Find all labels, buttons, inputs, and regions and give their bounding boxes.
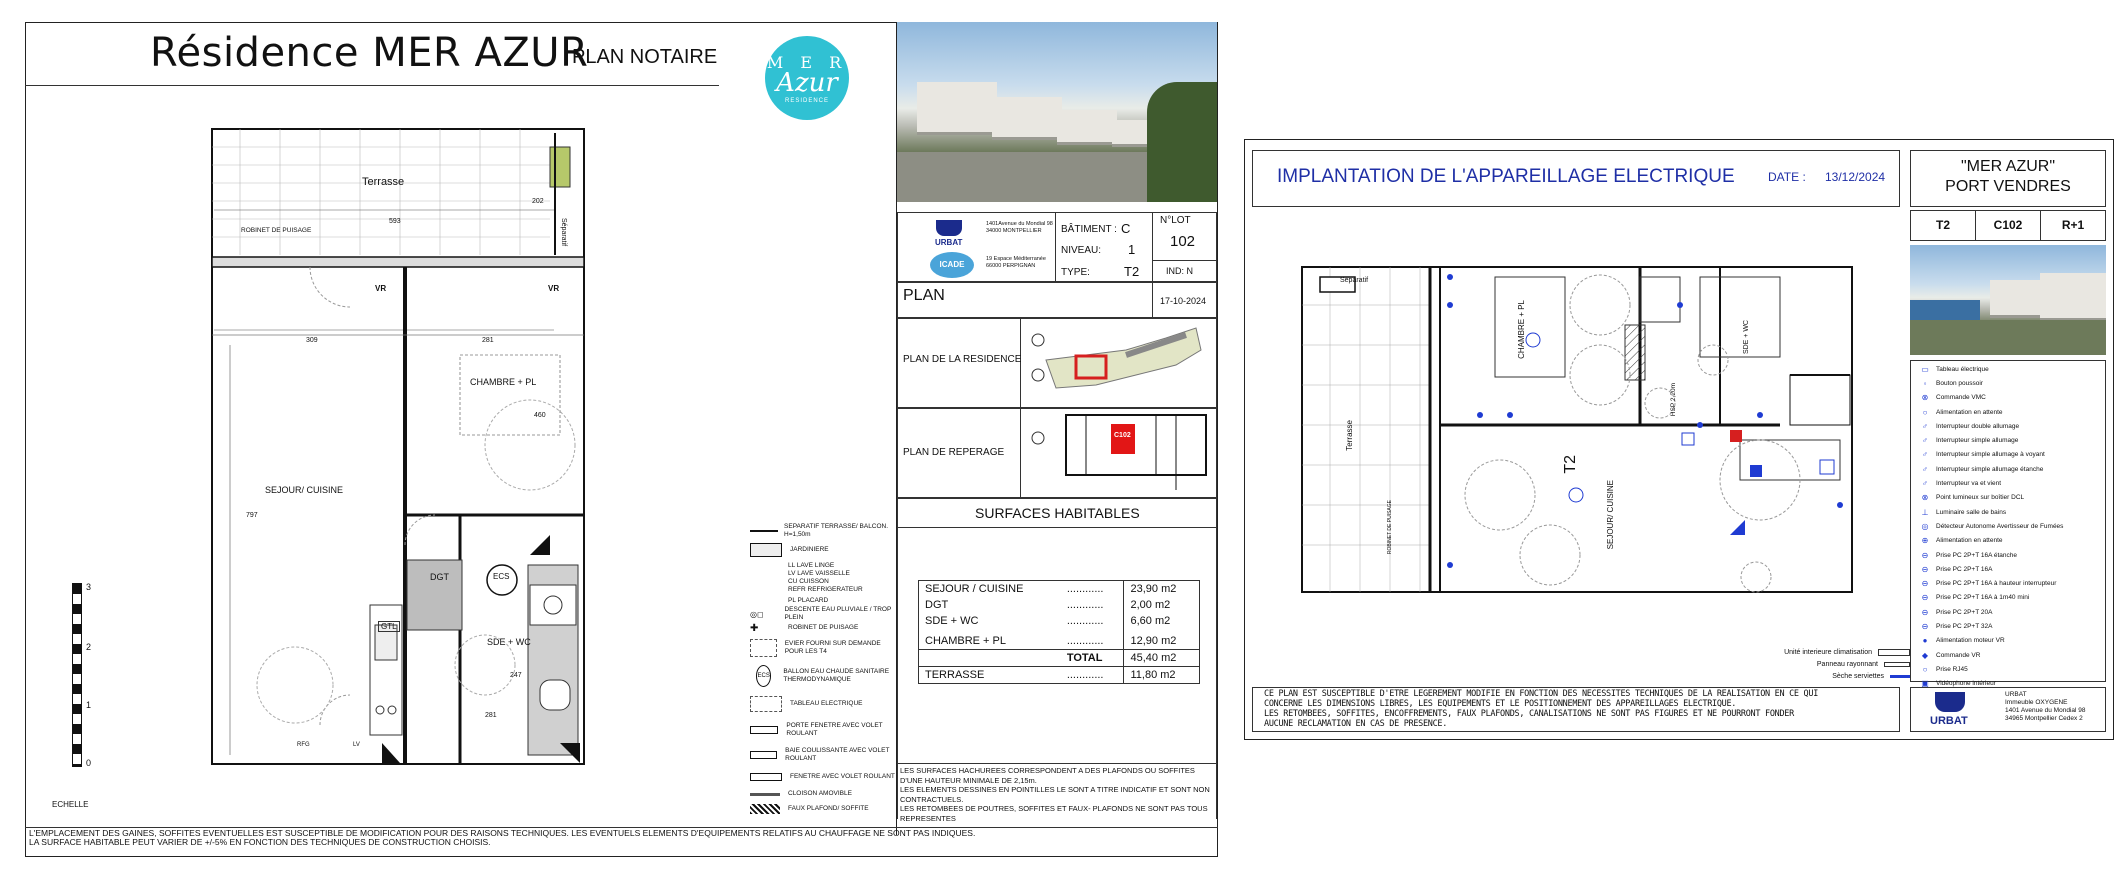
surface-value: 23,90 m2	[1124, 581, 1199, 597]
ceiling-light-icon: ⊗	[1921, 493, 1929, 503]
label-vr-2: VR	[548, 284, 560, 293]
urbat-name: URBAT	[935, 238, 963, 247]
surface-value: 12,90 m2	[1124, 629, 1199, 650]
electrical-date-label: DATE :	[1768, 170, 1806, 184]
terrasse-name: TERRASSE	[925, 669, 985, 681]
dim-460: 460	[534, 412, 546, 419]
legend-item-fenetre: FENETRE AVEC VOLET ROULANT	[750, 767, 900, 787]
surfaces-table	[918, 580, 1200, 684]
plan-residence-label: PLAN DE LA RESIDENCE	[903, 354, 1022, 365]
legend-item-faux-plafond: FAUX PLAFOND/ SOFFITE	[750, 801, 900, 817]
surface-name: SEJOUR / CUISINE	[925, 583, 1024, 595]
bathroom-light-icon: ⊥	[1921, 507, 1929, 517]
legend-vmc	[1914, 391, 2104, 405]
tag-lot: C102	[1976, 211, 2041, 240]
legend-item-robinet: ✚ ROBINET DE PUISAGE	[750, 622, 859, 634]
legend-tableau	[1914, 362, 2104, 376]
legend-prise-140	[1914, 591, 2104, 605]
legend-label: Alimentation moteur VR	[1936, 637, 2005, 645]
dim-309: 309	[306, 337, 318, 344]
terrace-tiling	[212, 129, 550, 255]
legend-prise-etanche	[1914, 548, 2104, 562]
legend-prise-32a	[1914, 619, 2104, 633]
legend-label: Alimentation en attente	[1936, 408, 2003, 416]
smoke-detector-icon: ◎	[1921, 521, 1929, 531]
reperage-thumbnail	[1026, 410, 1216, 496]
legend-label: Commande VMC	[1936, 394, 1986, 402]
jardiniere	[550, 147, 570, 187]
plan-date: 17-10-2024	[1160, 296, 1207, 306]
page-subtitle: PLAN NOTAIRE	[572, 46, 718, 68]
type-label: TYPE:	[1061, 267, 1090, 278]
tag-type: T2	[1911, 211, 1976, 240]
niveau-value: 1	[1128, 242, 1136, 257]
type-value: T2	[1124, 264, 1140, 279]
mer-azur-logo	[765, 36, 849, 120]
surface-dots: ............	[1066, 583, 1104, 595]
legend-rj45	[1914, 662, 2104, 676]
vmc-icon: ⊗	[1921, 393, 1929, 403]
legend-inter-simple	[1914, 433, 2104, 447]
dim-281-b: 281	[485, 712, 497, 719]
legend-inter-double	[1914, 419, 2104, 433]
surface-value: 6,60 m2	[1124, 613, 1199, 629]
switch-double-icon: ♂	[1922, 421, 1928, 431]
legend-item-separatif: SEPARATIF TERRASSE/ BALCON. H=1,50m	[750, 522, 900, 539]
footer-note: L'EMPLACEMENT DES GAINES, SOFFITES EVENTUELLES EST SUSCEPTIBLE DE MODIFICATION POUR DES RAISONS TECHNIQUES. LES EVENTUELS ELEMENTS D'EQUIPEMENTS RELATIFS AU CHAUFFAGE NE SONT PAS INDIQUES. LA SURFACE HABITABLE PEUT VARIER DE +/-5% EN FONCTION DES TECHNIQUES DE CONSTRUCTION CHOISIS.	[29, 828, 976, 847]
scale-tick-0: 0	[86, 758, 92, 768]
legend-label: Alimentation en attente	[1936, 537, 2003, 545]
network-socket-icon: ○	[1922, 664, 1928, 674]
electrical-floor-plan	[1300, 265, 1860, 595]
legend-label: Interrupteur simple allumage étanche	[1936, 465, 2044, 473]
scale-bar	[72, 583, 82, 767]
legend-item-baie: BAIE COULISSANTE AVEC VOLET ROULANT	[750, 743, 900, 767]
room-label-gtl: GTL	[378, 621, 400, 632]
cartouche-divider-2	[1152, 212, 1153, 282]
dim-797: 797	[246, 512, 258, 519]
room-label-chambre: CHAMBRE + PL	[470, 377, 537, 387]
surface-notes: LES SURFACES HACHUREES CORRESPONDENT A DES PLAFONDS OU SOFFITES D'UNE HAUTEUR MINIMALE DE 2,15m. LES ELEMENTS DESSINES EN POINTILLES LE SONT A TITRE INDICATIF ET SONT NON CONTRACTUELS. LES RETOMBEES DE POUTRES, SOFFITES ET FAUX- PLAFONDS NE SONT PAS TOUS REPRESENTES	[900, 766, 1210, 823]
elec-label-robinet: ROBINET DE PUISAGE	[1387, 500, 1393, 555]
surface-dots: ............	[1066, 615, 1104, 627]
lot-divider	[1153, 260, 1217, 261]
socket-icon: ⊖	[1921, 564, 1929, 574]
room-label-sde: SDE + WC	[487, 637, 531, 647]
surface-total-row	[919, 650, 1199, 667]
plan-row-divider	[1152, 282, 1153, 318]
legend-label: Prise PC 2P+T 16A	[1936, 565, 1993, 573]
legend-moteur-vr	[1914, 634, 2104, 648]
switch-light-icon: ♂	[1922, 450, 1928, 460]
legend-item-descente: ◎◻ DESCENTE EAU PLUVIALE / TROP PLEIN	[750, 606, 892, 621]
residence-city: PORT VENDRES	[1945, 178, 2071, 195]
lot-label: N°LOT	[1160, 215, 1191, 226]
urbat-address-2: URBAT Immeuble OXYGENE 1401 Avenue du Mondial 98 34965 Montpellier Cedex 2	[2005, 691, 2086, 722]
legend-item-porte-fenetre: PORTE FENETRE AVEC VOLET ROULANT	[750, 717, 900, 743]
legend-item-appliances: LL LAVE LINGE LV LAVE VAISSELLE CU CUISSON REFR REFRIGERATEUR	[788, 562, 863, 593]
legend-va-et-vient	[1914, 476, 2104, 490]
page-title: Résidence MER AZUR	[150, 30, 589, 76]
logo-line1: M E R	[766, 52, 848, 72]
surface-row	[919, 613, 1199, 629]
label-vr-1: VR	[375, 284, 387, 293]
scale-tick-3: 3	[86, 582, 92, 592]
dim-281: 281	[482, 337, 494, 344]
legend-label: Interrupteur va et vient	[1936, 480, 2002, 488]
surface-dots: ............	[1066, 635, 1104, 647]
elec-label-t2: T2	[1562, 455, 1579, 474]
switch-waterproof-icon: ♂	[1922, 464, 1928, 474]
socket-icon: ⊖	[1921, 593, 1929, 603]
outlet-waiting-icon: ⊕	[1921, 536, 1929, 546]
room-label-dgt: DGT	[430, 572, 449, 582]
terrasse-dots: ............	[1066, 669, 1104, 681]
legend-prise-16a	[1914, 562, 2104, 576]
terrasse-value: 11,80 m2	[1124, 667, 1199, 684]
socket-icon: ⊖	[1921, 607, 1929, 617]
legend-label: Point lumineux sur boîtier DCL	[1936, 494, 2025, 502]
surface-dots: ............	[1066, 599, 1104, 611]
outlet-waiting-icon: ○	[1922, 407, 1928, 417]
clim-label: Sèche serviettes	[1832, 672, 1884, 680]
elec-label-terrasse: Terrasse	[1345, 420, 1354, 451]
legend-label: Bouton poussoir	[1936, 379, 1983, 387]
surface-row	[919, 581, 1199, 597]
urbat-logo-mark-2	[1935, 692, 1965, 712]
site-plan-thumbnail	[1026, 320, 1216, 406]
room-label-sejour: SEJOUR/ CUISINE	[265, 485, 344, 495]
label-separatif: Séparatif	[560, 218, 567, 247]
lot-value: 102	[1170, 233, 1196, 250]
legend-item-cloison: CLOISON AMOVIBLE	[750, 787, 900, 801]
legend-label: Prise PC 2P+T 16A étanche	[1936, 551, 2017, 559]
logo-line3: RESIDENCE	[784, 97, 829, 104]
surface-name: DGT	[925, 599, 949, 611]
surface-row	[919, 629, 1199, 650]
surface-name: SDE + WC	[925, 615, 979, 627]
legend-item-placard: PL PLACARD	[788, 597, 829, 604]
legend-prise-hauteur	[1914, 576, 2104, 590]
legend-item-tableau: TABLEAU ELECTRIQUE	[750, 691, 900, 717]
legend-label: Interrupteur simple allumage à voyant	[1936, 451, 2045, 459]
label-robinet: ROBINET DE PUISAGE	[241, 227, 312, 234]
tableau-icon: ▭	[1921, 364, 1929, 374]
clim-unite	[1760, 646, 1910, 658]
niveau-label: NIVEAU:	[1061, 245, 1102, 256]
socket-icon: ⊖	[1921, 579, 1929, 589]
switch-two-way-icon: ♂	[1922, 479, 1928, 489]
surfaces-title: SURFACES HABITABLES	[975, 505, 1140, 521]
elec-label-hsp: HSP 2,20m	[1670, 383, 1677, 417]
surface-name: CHAMBRE + PL	[925, 635, 1006, 647]
switch-simple-icon: ♂	[1922, 436, 1928, 446]
tag-level: R+1	[2061, 218, 2085, 232]
legend-label: Prise RJ45	[1936, 665, 1968, 673]
legend-attente-2	[1914, 534, 2104, 548]
electrical-legend-list	[1914, 362, 2104, 691]
icade-logo: ICADE	[930, 252, 974, 278]
plan-reperage-label: PLAN DE REPERAGE	[903, 447, 1005, 458]
legend-label: Commande VR	[1936, 651, 1981, 659]
socket-icon: ⊖	[1921, 621, 1929, 631]
clim-label: Panneau rayonnant	[1816, 660, 1878, 668]
electrical-note: CE PLAN EST SUSCEPTIBLE D'ETRE LEGEREMENT MODIFIE EN FONCTION DES NECESSITES TECHNIQUES DE LA REALISATION EN CE QUI CONCERNE LES DIMENSIONS LIBRES, LES EQUIPEMENTS ET LE POSITIONNEMENT DES APPAREILLAGES ELECTRIQUE. LES RETOMBEES, SOFFITES, ENCOFFREMENTS, FAUX PLAFONDS, CANALISATIONS NE SONT PAS FIGURES ET NE POURRONT FONDER AUCUNE RECLAMATION EN CAS DE PRESENCE.	[1264, 689, 1819, 729]
total-label: TOTAL	[1066, 652, 1103, 664]
room-label-terrasse: Terrasse	[362, 176, 405, 188]
legend-item-jardiniere: JARDINIERE	[750, 539, 900, 561]
label-lv: LV	[353, 742, 360, 748]
legend-item-evier: EVIER FOURNI SUR DEMANDE POUR LES T4	[750, 635, 900, 661]
elec-label-sejour: SEJOUR/ CUISINE	[1606, 480, 1615, 550]
legend-bouton	[1914, 376, 2104, 390]
scale-label: ECHELLE	[52, 800, 89, 809]
legend-prise-20a	[1914, 605, 2104, 619]
clim-panneau	[1760, 658, 1910, 670]
legend-label: Détecteur Autonome Avertisseur de Fumées	[1936, 522, 2064, 530]
residence-name: "MER AZUR"	[1960, 158, 2056, 175]
legend-label: Vidéophone intérieur	[1936, 680, 1996, 688]
lot-tags	[1910, 210, 2106, 241]
shutter-control-icon: ◆	[1921, 650, 1929, 660]
legend-label: Prise PC 2P+T 16A à 1m40 mini	[1936, 594, 2030, 602]
clim-seche	[1760, 670, 1910, 682]
electrical-date-value: 13/12/2024	[1825, 170, 1886, 184]
legend-label: Tableau électrique	[1936, 365, 1989, 373]
batiment-value: C	[1121, 221, 1131, 236]
electrical-residence-photo	[1910, 245, 2106, 355]
room-label-ecs: ECS	[493, 572, 510, 581]
ind-label: IND: N	[1166, 266, 1193, 276]
urbat-name-2: URBAT	[1930, 715, 1968, 727]
legend-luminaire-sdb	[1914, 505, 2104, 519]
legend-label: Prise PC 2P+T 20A	[1936, 608, 1993, 616]
elec-label-separatif: Séparatif	[1340, 277, 1369, 284]
scale-tick-2: 2	[86, 642, 92, 652]
surface-row	[919, 597, 1199, 613]
elec-label-sde: SDE + WC	[1743, 320, 1750, 355]
residence-photo	[897, 22, 1217, 202]
legend-label: Prise PC 2P+T 16A à hauteur interrupteur	[1936, 580, 2057, 588]
plan-label: PLAN	[903, 287, 945, 304]
legend-label: Prise PC 2P+T 32A	[1936, 622, 1993, 630]
scale-tick-1: 1	[86, 700, 92, 710]
dim-202: 202	[532, 198, 544, 205]
dim-247: 247	[510, 672, 522, 679]
socket-icon: ⊖	[1921, 550, 1929, 560]
legend-commande-vr	[1914, 648, 2104, 662]
legend-label: Interrupteur double allumage	[1936, 422, 2020, 430]
batiment-label: BÂTIMENT :	[1061, 224, 1117, 235]
icade-address: 19 Espace Méditerranée 66000 PERPIGNAN	[986, 256, 1046, 269]
clim-label: Unité interieure climatisation	[1784, 648, 1872, 656]
electrical-title: IMPLANTATION DE L'APPAREILLAGE ELECTRIQUE	[1277, 166, 1735, 187]
elec-label-chambre: CHAMBRE + PL	[1517, 300, 1526, 359]
shutter-motor-icon: ●	[1922, 636, 1928, 646]
legend-inter-etanche	[1914, 462, 2104, 476]
reperage-tag: C102	[1114, 432, 1131, 439]
videophone-icon: ▣	[1921, 679, 1929, 689]
dim-593: 593	[389, 218, 401, 225]
legend-inter-voyant	[1914, 448, 2104, 462]
plan-legend	[750, 522, 900, 817]
logo-line2: Azur	[776, 67, 838, 98]
legend-item-ballon: ECS BALLON EAU CHAUDE SANITAIRE THERMODYNAMIQUE	[750, 661, 900, 691]
label-rfg: RFG	[297, 742, 310, 748]
urbat-logo-mark	[936, 220, 962, 236]
cartouche-divider-1	[1055, 212, 1056, 282]
climate-legend	[1760, 646, 1910, 682]
surface-value: 2,00 m2	[1124, 597, 1199, 613]
legend-attente	[1914, 405, 2104, 419]
legend-dcl	[1914, 491, 2104, 505]
legend-label: Luminaire salle de bains	[1936, 508, 2007, 516]
legend-label: Interrupteur simple allumage	[1936, 437, 2019, 445]
surface-terrasse-row	[919, 667, 1199, 684]
urbat-address: 1401Avenue du Mondial 98 34000 MONTPELLIER	[986, 221, 1053, 234]
total-value: 45,40 m2	[1124, 650, 1199, 667]
legend-daaf	[1914, 519, 2104, 533]
header-divider	[25, 85, 719, 86]
push-button-icon: ◦	[1923, 378, 1927, 388]
